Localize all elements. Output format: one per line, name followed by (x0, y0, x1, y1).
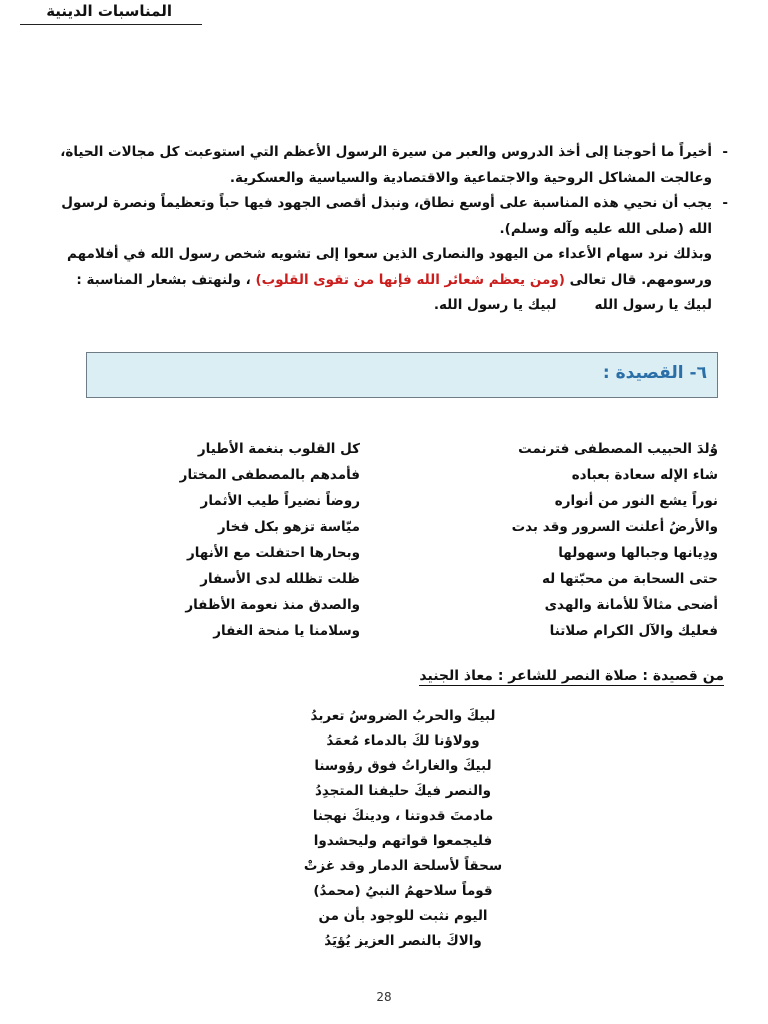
verse-first-half: أضحى مثالاً للأمانة والهدى (544, 597, 718, 613)
verse-second-half: وبحارها احتفلت مع الأنهار (186, 545, 360, 561)
verse-row (150, 566, 718, 592)
verse-first-half: شاء الإله سعادة بعباده (571, 467, 718, 483)
slogan-first: لبيك يا رسول الله (594, 297, 712, 313)
verse-second-half: كل القلوب بنغمة الأطيار (197, 441, 360, 457)
poem-line: لبيكَ والحربُ الضروسُ تعربدُ (310, 708, 496, 724)
header-divider (20, 24, 202, 25)
verse-row (150, 436, 718, 462)
verse-first-half: نوراً يشع النور من أنواره (554, 493, 718, 509)
verse-second-half: وسلامنا يا منحة الغفار (213, 623, 360, 639)
intro-paragraph (40, 242, 730, 293)
verse-second-half: ميّاسة تزهو بكل فخار (217, 519, 360, 535)
verse-second-half: ظلت تظلله لدى الأسفار (200, 571, 360, 587)
intro-bullet-2: - يجب أن نحيي هذه المناسبة على أوسع نطاق، ونبذل أقصى الجهود فيها حباً وتعظيماً ونصرة لرسول الله (صلى الله عليه وآله وسلم). (40, 191, 730, 242)
section-title: ٦- القصيدة : (602, 363, 707, 383)
poem-line: سحقاً لأسلحة الدمار وقد غزتْ (303, 858, 503, 874)
poem-line: اليوم نثبت للوجود بأن من (318, 908, 488, 924)
intro-paragraph-end: ، ولنهتف بشعار المناسبة : (76, 271, 251, 288)
poem-line: فليجمعوا قواتهم وليحشدوا (313, 833, 493, 849)
intro-bullet-1: - أخيراً ما أحوجنا إلى أخذ الدروس والعبر من سيرة الرسول الأعظم التي استوعبت كل مجالات الحياة، وعالجت المشاكل الروحية والاجتماعية والاقتصادية والسياسية والعسكرية. (40, 140, 730, 191)
verse-first-half: والأرضُ أعلنت السرور وقد بدت (511, 519, 718, 535)
verse-second-half: والصدق منذ نعومة الأظفار (185, 597, 360, 613)
slogan-second: لبيك يا رسول الله. (433, 297, 557, 313)
verse-row (150, 618, 718, 644)
verse-row (150, 514, 718, 540)
page-number: 28 (376, 990, 392, 1004)
verse-row (150, 462, 718, 488)
poem-line: لبيكَ والغاراتُ فوق رؤوسنا (314, 758, 492, 774)
page-header-title: المناسبات الدينية (46, 2, 172, 20)
poem-line: وولاؤنا لكَ بالدماء مُعمَدُ (326, 733, 480, 749)
poem-line: مادمتَ قدوتنا ، ودينكَ نهجنا (312, 808, 494, 824)
poem-lines (296, 704, 510, 954)
verse-first-half: وُلدَ الحبيب المصطفى فترنمت (518, 441, 718, 457)
verse-row (150, 488, 718, 514)
verse-second-half: روضاً نضيراً طيب الأثمار (200, 493, 360, 509)
verse-second-half: فأمدهم بالمصطفى المختار (179, 467, 360, 483)
verse-first-half: حتى السحابة من محبّتها له (541, 571, 718, 587)
verse-row (150, 592, 718, 618)
slogan-line (40, 293, 730, 319)
verse-row (150, 540, 718, 566)
verse-first-half: ودِيانها وجبالها وسهولها (558, 545, 718, 561)
intro-paragraph-start: وبذلك نرد سهام الأعداء من اليهود والنصارى الذين سعوا إلى تشويه شخص رسول الله في أفلامهم ورسومهم. قال تعالى (66, 246, 712, 288)
poem-line: والنصر فيكَ حليفنا المتجدِدُ (314, 783, 492, 799)
quran-quote: (ومن يعظم شعائر الله فإنها من تقوى القلوب) (255, 271, 565, 288)
poem-verses (150, 436, 718, 644)
verse-first-half: فعليك والآل الكرام صلاتنا (549, 623, 718, 639)
poem-heading: من قصيدة : صلاة النصر للشاعر : معاذ الجنيد (419, 668, 724, 684)
section-header-box (86, 352, 718, 398)
poem-line: والاكَ بالنصر العزيز يُؤيَدُ (324, 933, 482, 949)
intro-text (40, 140, 730, 319)
poem-line: قوماً سلاحهمُ النبيُ (محمدُ) (313, 883, 493, 899)
